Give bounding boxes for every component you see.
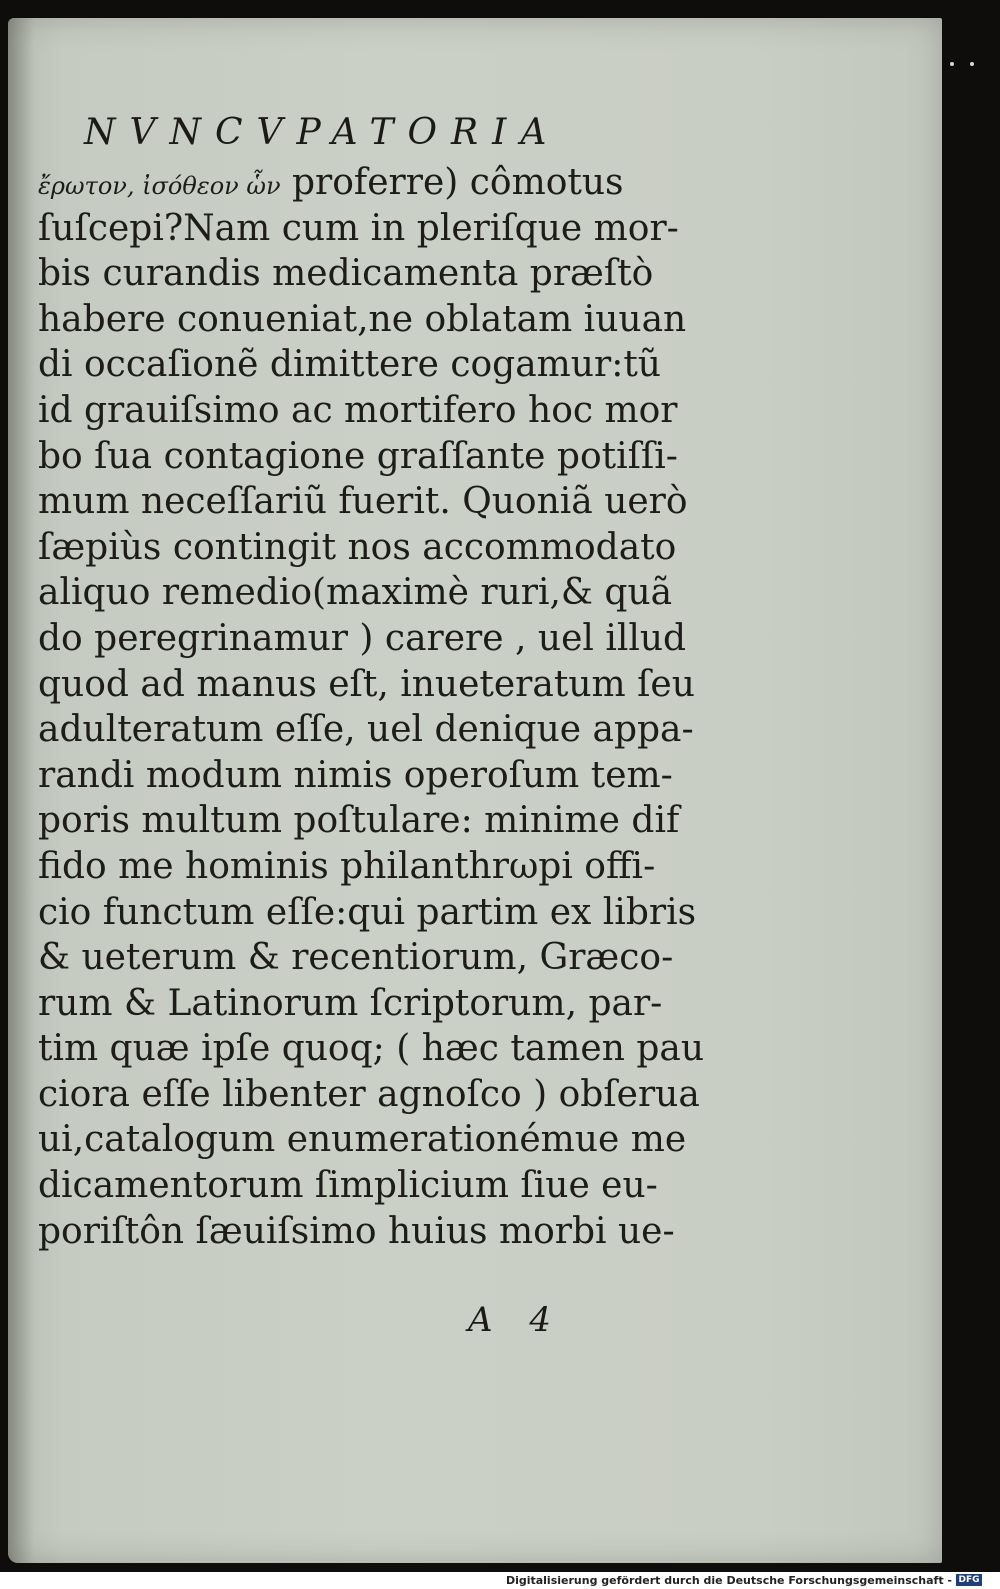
text-line: tim quæ ipſe quoq; ( hæc tamen pau — [38, 1028, 705, 1070]
running-header: NVNCVPATORIA — [84, 112, 561, 153]
text-line: poris multum poſtulare: minime dif — [38, 800, 680, 842]
text-line: dicamentorum ſimplicium ſiue eu- — [38, 1165, 658, 1207]
text-line: mum neceſſariũ fuerit. Quoniã uerò — [38, 481, 688, 523]
text-line: habere conueniat,ne oblatam iuuan — [38, 298, 687, 340]
text-line: rum & Latinorum ſcriptorum, par- — [38, 982, 663, 1024]
signature-mark: A 4 — [468, 1300, 551, 1340]
text-line: fido me hominis philanthrωpi offi- — [38, 845, 656, 887]
text-line: di occaſionẽ dimittere cogamur:tũ — [38, 344, 661, 386]
text-line: ſæpiùs contingit nos accommodato — [38, 526, 677, 568]
text-line: cio functum eſſe:qui partim ex libris — [38, 891, 697, 933]
text-line: aliquo remedio(maximè ruri,& quã — [38, 572, 673, 614]
scan-border — [942, 10, 1000, 1562]
text-line: bo ſua contagione graſſante potiſſi- — [38, 435, 678, 477]
text-line: ſuſcepi?Nam cum in pleriſque mor- — [38, 207, 679, 249]
text-line: id grauiſsimo ac mortifero hoc mor — [38, 389, 678, 431]
text-line: quod ad manus eſt, inueteratum ſeu — [38, 663, 695, 705]
text-line: & ueterum & recentiorum, Græco- — [38, 937, 674, 979]
dfg-logo-icon: DFG — [956, 1574, 982, 1586]
text-line: randi modum nimis operoſum tem- — [38, 754, 673, 796]
text-line: ui,catalogum enumerationémue me — [38, 1119, 687, 1161]
greek-phrase: ἔρωτον, ἰσόθεον ὧν — [38, 172, 281, 200]
body-text — [38, 160, 705, 1254]
text-line: ciora eſſe libenter agnoſco ) obſerua — [38, 1073, 700, 1115]
text-line: do peregrinamur ) carere , uel illud — [38, 617, 687, 659]
scan-speck — [950, 62, 954, 66]
text-line: adulteratum eſſe, uel denique appa- — [38, 709, 694, 751]
scan-speck — [970, 62, 974, 66]
text-line: bis curandis medicamenta præſtò — [38, 253, 654, 295]
text-line: ἔρωτον, ἰσόθεον ὧν proferre) cômotus — [38, 162, 624, 203]
funding-notice: Digitalisierung gefördert durch die Deutsche Forschungsgemeinschaft - — [505, 1574, 952, 1587]
text-line: poriſtôn ſæuiſsimo huius morbi ue- — [38, 1210, 675, 1252]
